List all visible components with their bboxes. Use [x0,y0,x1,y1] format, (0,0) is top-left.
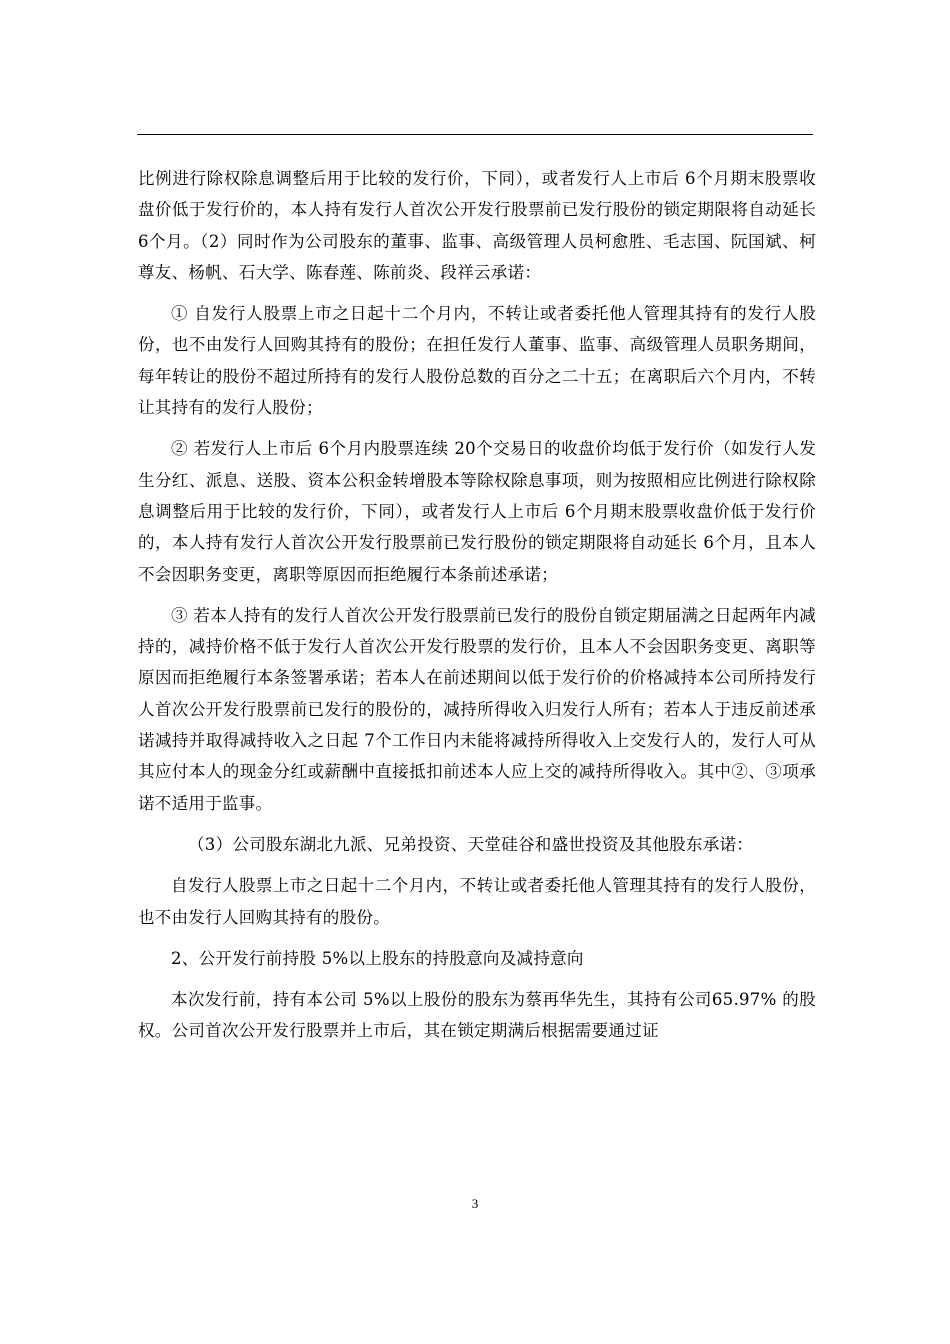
page-number: 3 [471,1196,479,1211]
header-rule [137,134,813,135]
section-heading-shareholding-intent: 2、公开发行前持股 5%以上股东的持股意向及减持意向 [171,948,584,968]
paragraph-lockup-12-months: 自发行人股票上市之日起十二个月内，不转让或者委托他人管理其持有的发行人股份，也不由发行人回购其持有的股份。 [138,876,816,927]
paragraph-other-shareholders: （3）公司股东湖北九派、兄弟投资、天堂硅谷和盛世投资及其他股东承诺： [188,834,754,854]
paragraph-major-shareholder: 本次发行前，持有本公司 5%以上股份的股东为蔡再华先生，其持有公司65.97% 的股权。公司首次公开发行股票并上市后，其在锁定期满后根据需要通过证 [138,990,816,1041]
paragraph-commitment-2: ② 若发行人上市后 6个月内股票连续 20个交易日的收盘价均低于发行价（如发行人发生分红、派息、送股、资本公积金转增股本等除权除息事项，则为按照相应比例进行除权除息调整后用于比较的发行价，下同），或者发行人上市后 6个月期末股票收盘价低于发行价的，本人持有发行人首次公开发行股票前已发行股份的锁定期限将自动延长 6个月，且本人不会因职务变更，离职等原因而拒绝履行本条前述承诺； [138,439,816,584]
paragraph-continuation: 比例进行除权除息调整后用于比较的发行价，下同），或者发行人上市后 6个月期末股票收盘价低于发行价的，本人持有发行人首次公开发行股票前已发行股份的锁定期限将自动延长 6个月。（2）同时作为公司股东的董事、监事、高级管理人员柯愈胜、毛志国、阮国斌、柯尊友、杨帆、石大学、陈春莲、陈前炎、段祥云承诺： [138,169,816,282]
paragraph-commitment-3: ③ 若本人持有的发行人首次公开发行股票前已发行的股份自锁定期届满之日起两年内减持的，减持价格不低于发行人首次公开发行股票的发行价，且本人不会因职务变更、离职等原因而拒绝履行本条签署承诺；若本人在前述期间以低于发行价的价格减持本公司所持发行人首次公开发行股票前已发行的股份的，减持所得收入归发行人所有；若本人于违反前述承诺减持并取得减持收入之日起 7个工作日内未能将减持所得收入上交发行人的，发行人可从其应付本人的现金分红或薪酬中直接抵扣前述本人应上交的减持所得收入。其中②、③项承诺不适用于监事。 [138,605,816,813]
document-body [138,163,816,1047]
paragraph-commitment-1: ① 自发行人股票上市之日起十二个月内，不转让或者委托他人管理其持有的发行人股份，也不由发行人回购其持有的股份；在担任发行人董事、监事、高级管理人员职务期间，每年转让的股份不超过所持有的发行人股份总数的百分之二十五；在离职后六个月内，不转让其持有的发行人股份； [138,304,816,418]
